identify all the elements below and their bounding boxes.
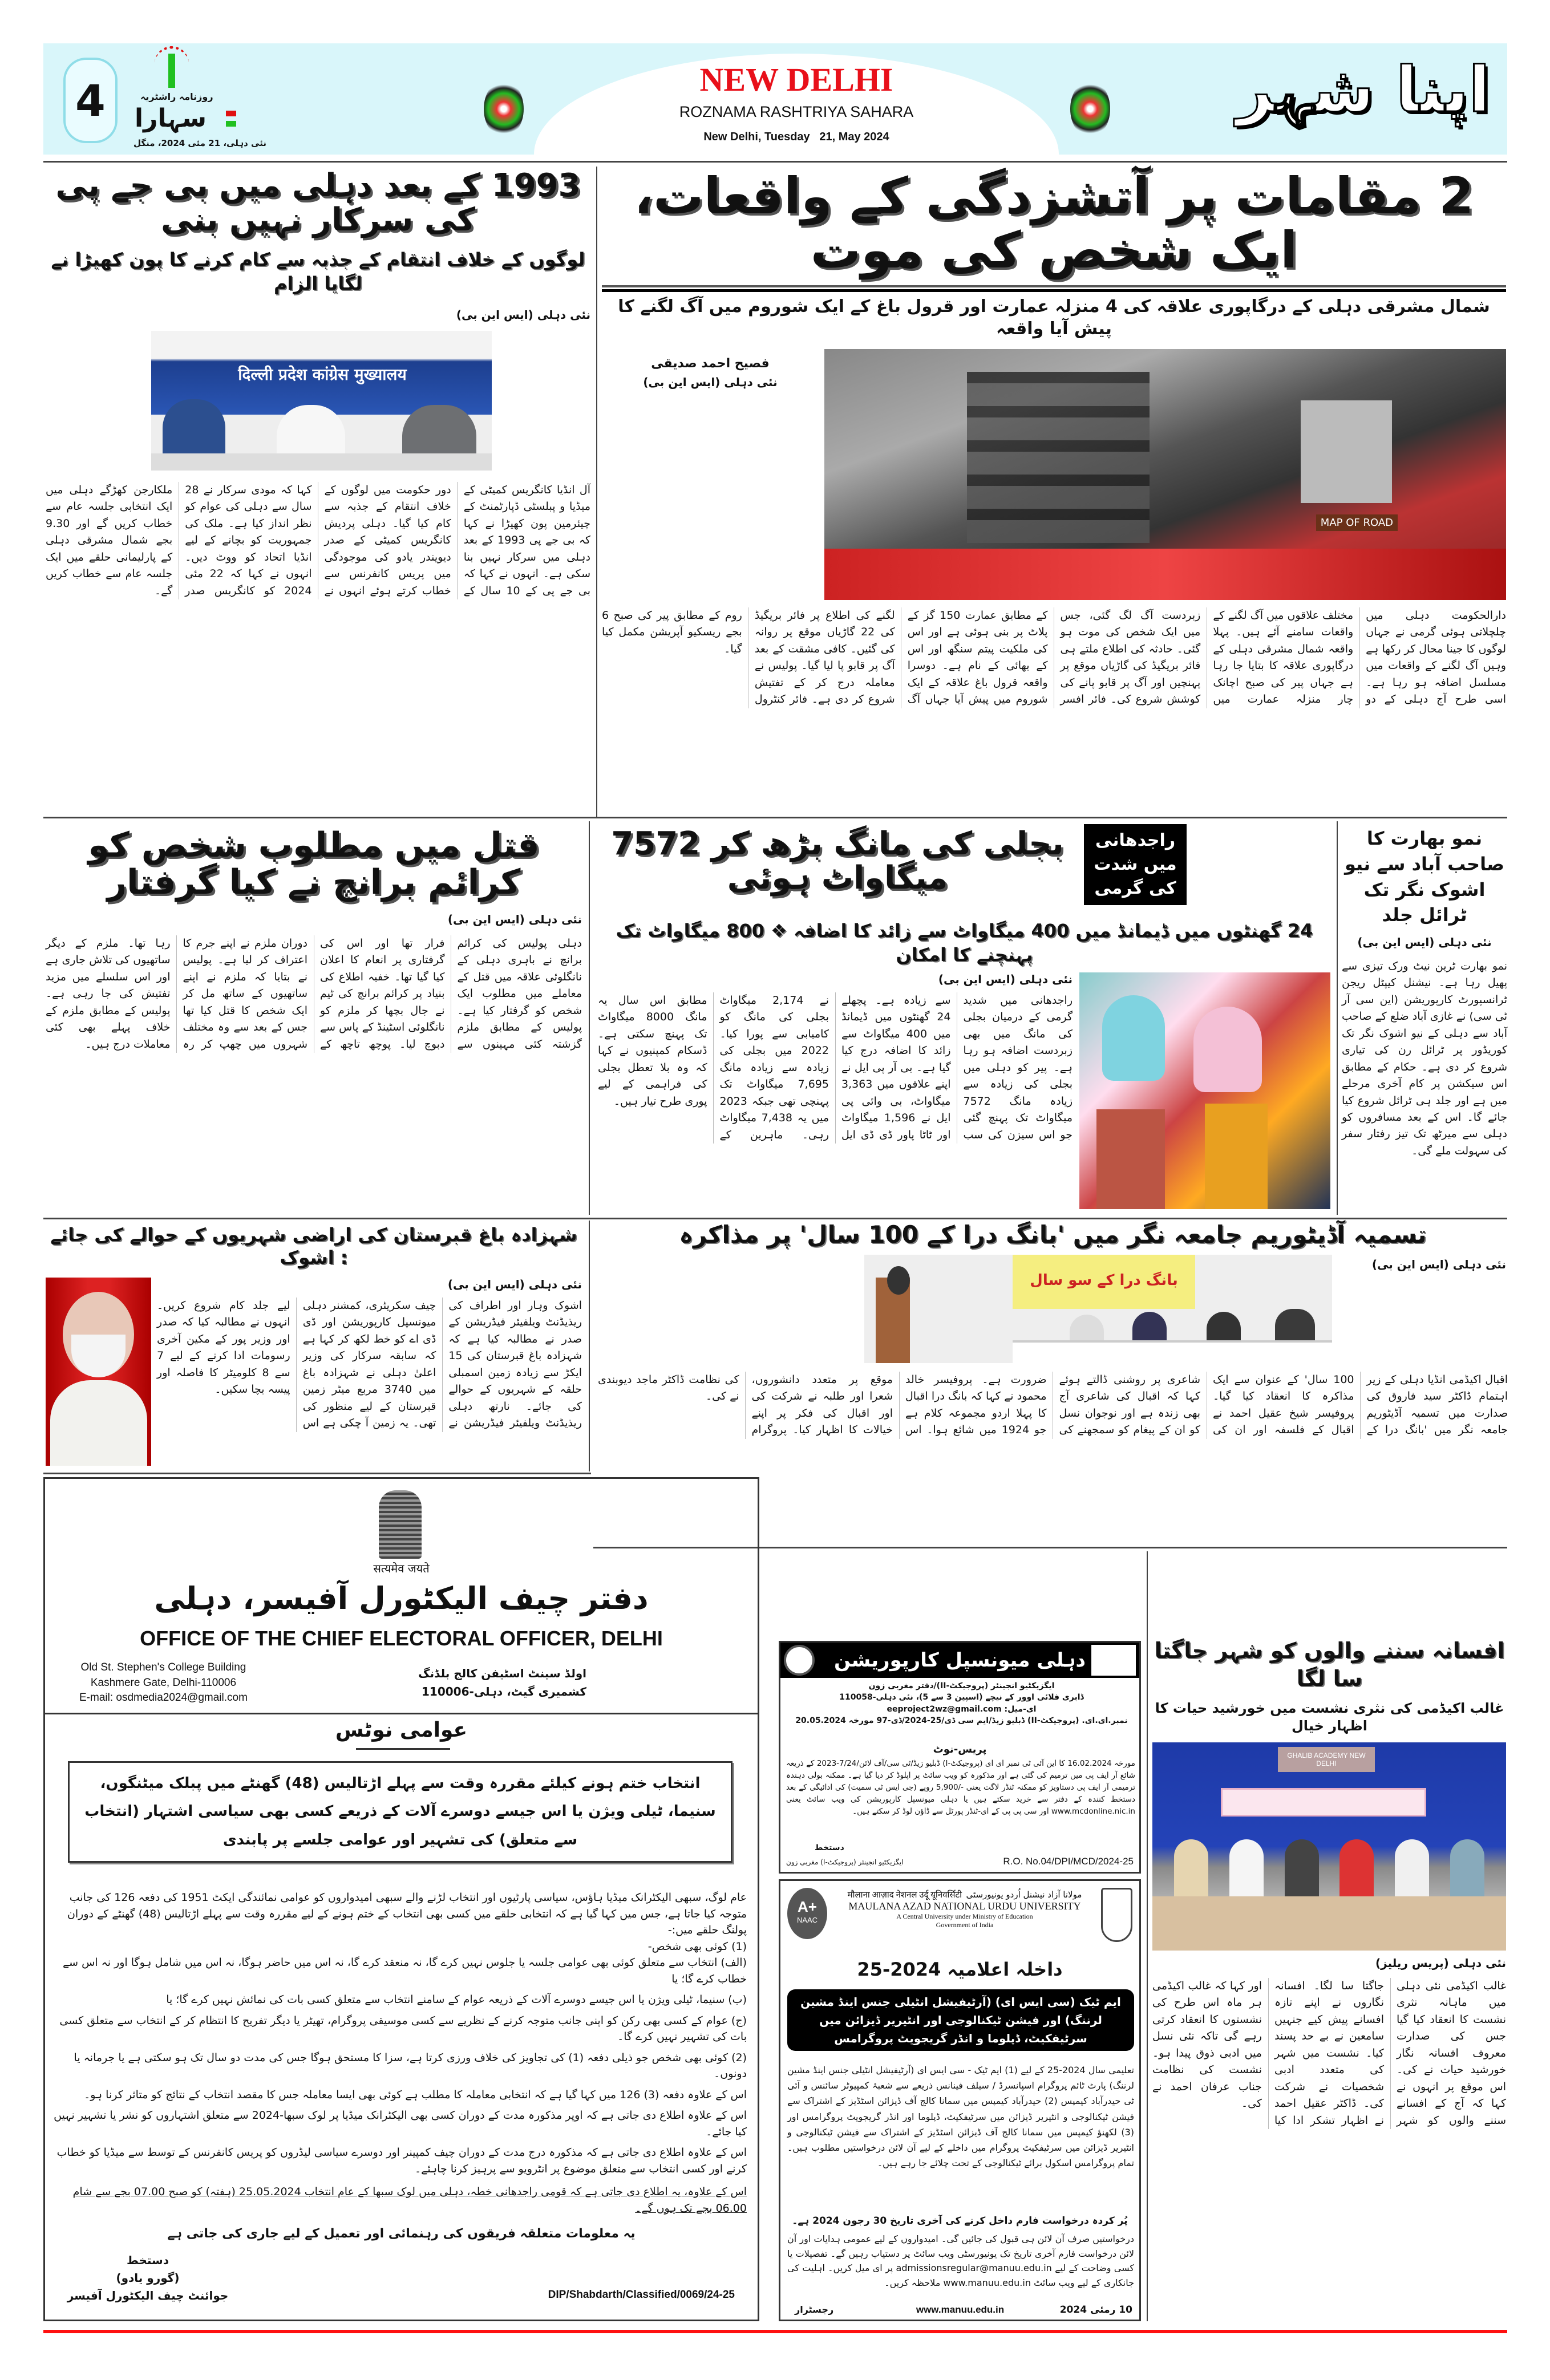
notice-paragraphs: عام لوگ، سبھی الیکٹرانک میڈیا ہاؤس، سیاسی پارٹیوں اور انتخاب لڑنے والے سبھی امیدواروں کو عوامی نمائندگی ایکٹ 1951 کی دفعہ 126 کی جانب متوجہ کیا جاتا ہے، جس میں کہا گیا ہے کہ انتخابی حلقے میں کسی بھی انتخاب کے ختم ہونے کے لیے مقررہ وقت سے پہلے اڑتالیس (48) گھنٹے کے دوران پولنگ حلقے میں:- (1) کوئی بھی شخص- (الف) انتخاب سے متعلق کوئی بھی عوامی جلسہ یا جلوس نہیں کرے گا، نہ منعقد کرے گا، نہ اس میں حاضر ہوگا، نہ اس میں شامل ہوگا اور نہ اس سے خطاب کرے گا؛ یا (ب) سنیما، ٹیلی ویژن یا اس جیسے دوسرے آلات کے ذریعہ عوام کے سامنے انتخاب سے متعلق کسی بات کی نمائش نہیں کرے گا؛ یا (ج) عوام کے کسی بھی رکن کو اپنی جانب متوجہ کرنے کے نظریے سے کسی موسیقی پروگرام، تھیٹر یا دیگر تفریح کا انتظام کر کے انتخاب سے متعلق کسی بات کی تشہیر نہیں کرے گا۔ (2) کوئی بھی شخص جو ذیلی دفعہ (1) کی تجاویز کی خلاف ورزی کرتا ہے، سزا کا مستحق ہوگا جس کی مدت دو سال تک ہو سکتی ہے یا جرمانہ یا دونوں۔ اس کے علاوہ دفعہ (3) 126 میں کہا گیا ہے کہ انتخابی معاملہ کا مطلب ہے کوئی بھی ایسا معاملہ جس کا مقصد انتخاب کے نتائج کو متاثر کرنا ہو۔ اس کے علاوہ اطلاع دی جاتی ہے کہ اوپر مذکورہ مدت کے دوران کسی بھی الیکٹرانک میڈیا پر لوک سبھا-2024 سے متعلق اشتہاروں کو نشر یا تشہیر نہیں کیا جائے۔ اس کے علاوہ اطلاع دی جاتی ہے کہ مذکورہ درج مدت کے دوران چیف کمپینر اور دوسرے سیاسی لیڈروں کو پریس کانفرنس کے توسط سے میڈیا کو خطاب کرنے اور کسی انتخاب سے متعلق موضوع پر انٹرویو سے پرہیز کرنا چاہئے۔ اس کے علاوہ، یہ اطلاع دی جاتی ہے کہ قومی راجدھانی خطہ، دہلی میں لوک سبھا کے عام انتخاب 25.05.2024 (ہفتہ) کو صبح 07.00 بجے سے شام 06.00 بجے تک ہوں گے۔ (54, 1891, 747, 2215)
mcd-ref: R.O. No.04/DPI/MCD/2024-25 (1003, 1856, 1134, 1867)
naac-badge: A+ NAAC (787, 1888, 827, 1939)
manuu-name-block: मौलाना आज़ाद नेशनल उर्दू यूनिवर्सिटी مولانا آزاد نیشنل اُردو یونیورسٹی MAULANA AZAD NATIONAL URDU UNIVERSITY A Central University under Ministry of Education Government of India (847, 1890, 1082, 1929)
reporter-name: فصیح احمد صدیقی (651, 356, 770, 371)
seminar-banner-text: بانگ درا کے سو سال (1030, 1272, 1178, 1289)
electoral-notice-ad (43, 1477, 759, 2321)
shahzada-dateline: نئی دہلی (ایس این بی) (447, 1278, 582, 1291)
seminar-photo (864, 1255, 1332, 1363)
mcd-logo (784, 1645, 815, 1676)
rule (43, 1473, 591, 1474)
afsana-dateline: نئی دہلی (پریس ریلیز) (1375, 1956, 1506, 1970)
mcd-header (780, 1643, 1139, 1678)
public-notice-title: عوامی نوٹس (335, 1718, 468, 1742)
section-title: اپنا شہر (1236, 53, 1490, 126)
afsana-body: غالب اکیڈمی نئی دہلی میں ماہانہ نثری نشست کا انعقاد کیا گیا جس کی صدارت معروف افسانہ نگار خورشید حیات نے کی۔ اس موقع پر انہوں نے کہا کہ آج کے افسانے سننے والوں کو شہر جاگتا سا لگا۔ افسانہ نگاروں نے اپنے تازہ افسانے پیش کیے جنہیں سامعین نے بے حد پسند کیا۔ نشست میں شہر کی متعدد ادبی شخصیات نے شرکت کی۔ ڈاکٹر عقیل احمد نے اظہار تشکر ادا کیا اور کہا کہ غالب اکیڈمی ہر ماہ اس طرح کی نشستوں کا انعقاد کرتی رہے گی تاکہ نئی نسل میں ادبی ذوق پیدا ہو۔ نشست کی نظامت جناب عرفان احمد نے کی۔ (1152, 1980, 1506, 2127)
paper-logo-text: سہارا (135, 104, 207, 133)
swachh-bharat-logo (1091, 1645, 1136, 1676)
power-tag: راجدھانی میں شدت کی گرمی (1084, 824, 1187, 905)
banner-text: दिल्ली प्रदेश कांग्रेस मुख्यालय (238, 365, 407, 384)
fire-body: دارالحکومت دہلی میں چلچلاتی ہوئی گرمی نے جہاں لوگوں کا جینا محال کر رکھا ہے وہیں آگ لگنے کے واقعات میں مسلسل اضافہ ہو رہا ہے۔ اسی طرح آج دہلی کے دو مختلف علاقوں میں آگ لگنے کے واقعات سامنے آئے ہیں۔ پہلا واقعہ شمال مشرقی دہلی کے درگاپوری علاقہ کا بتایا جا رہا ہے جہاں پیر کی صبح اچانک چار منزلہ عمارت میں زبردست آگ لگ گئی، جس میں ایک شخص کی موت ہو گئی۔ حادثہ کی اطلاع ملتے ہی فائر بریگیڈ کی گاڑیاں موقع پر پہنچیں اور آگ پر قابو پانے کی کوشش شروع کی۔ فائر افسر کے مطابق عمارت 150 گز کے پلاٹ پر بنی ہوئی ہے اور اس کی ملکیت پیتم سنگھ اور اس کے بھائی کے نام ہے۔ دوسرا واقعہ قرول باغ علاقہ کے ایک شوروم میں پیش آیا جہاں آگ لگنے کی اطلاع پر فائر بریگیڈ کی 22 گاڑیاں موقع پر روانہ کی گئیں۔ کافی مشقت کے بعد آگ پر قابو پا لیا گیا۔ پولیس نے معاملہ درج کر کے تفتیش شروع کر دی ہے۔ فائر کنٹرول روم کے مطابق پیر کی صبح 6 بجے ریسکیو آپریشن مکمل کیا گیا۔ (602, 609, 1506, 706)
column-rule (596, 167, 597, 817)
sunburst-left-icon (484, 80, 524, 137)
dateline: نئی دہلی (ایس این بی) (643, 375, 778, 389)
murder-dateline: نئی دہلی (ایس این بی) (447, 913, 582, 926)
admission-body: تعلیمی سال 2024-25 کے لیے (1) ایم ٹیک - سی ایس ای (آرٹیفیشل انٹیلی جنس اینڈ مشین لرننگ) پارٹ ٹائم پروگرام اسپانسرڈ / سیلف فینانس ذریعے سے شعبۂ کمپیوٹر سائنس و آئی ٹی حیدرآباد کیمپس (2) حیدرآباد کیمپس میں سمانا کالج آف ڈیزائن اسٹڈیز کے اشتراک سے فیشن ٹیکنالوجی و انٹیریر ڈیزائن میں سرٹیفکیٹ، ڈپلوما اور انڈر گریجویٹ پروگرامس اور (3) لکھنؤ کیمپس میں سمانا کالج آف ڈیزائن اسٹڈیز کے اشتراک سے فیشن ٹیکنالوجی و انٹیریر ڈیزائن میں سرٹیفکیٹ پروگرام میں داخلے کے لیے آن لائن درخواستیں مطلوب ہیں۔ تمام پروگرامس اسکول برائے ٹیکنالوجی کے تحت چلائے جا رہے ہیں۔ (787, 2065, 1135, 2169)
logo-green-flag (226, 121, 236, 127)
ashoka-emblem (379, 1490, 422, 1559)
column-rule (1337, 821, 1338, 1215)
power-headline: بجلی کی مانگ بڑھ کر 7572 میگاواٹ ہوئی (611, 825, 1064, 897)
rule (43, 817, 1507, 818)
afsana-subhead: غالب اکیڈمی کی نثری نشست میں خورشید حیات کا اظہار خیال (1155, 1700, 1504, 1734)
programs-banner: ایم ٹیک (سی ایس ای) (آرٹیفیشل انٹیلی جنس اینڈ مشین لرننگ) اور فیشن ٹیکنالوجی اور انٹیریر ڈیزائن میں سرٹیفکیٹ، ڈپلوما و انڈر گریجویٹ پروگرامس (787, 1989, 1134, 2051)
mcd-ad (779, 1641, 1141, 1874)
bjp-dateline: نئی دہلی (ایس این بی) (456, 308, 590, 322)
manuu-admission-ad (779, 1879, 1141, 2321)
academy-sign: GHALIB ACADEMY NEW DELHI (1278, 1747, 1375, 1772)
heatwave-photo (1079, 972, 1330, 1209)
fire-photo (824, 349, 1506, 600)
sunburst-right-icon (1070, 80, 1110, 137)
address-urdu: اولڈ سینٹ اسٹیفن کالج بلڈنگ کشمیری گیٹ، دہلی-110006 (418, 1667, 586, 1698)
fire-subhead: شمال مشرقی دہلی کے درگاپوری علاقہ کی 4 منزلہ عمارت اور قرول باغ کے ایک شوروم میں آگ لگنے کا پیش آیا واقعہ (618, 297, 1490, 339)
page-number: 4 (75, 75, 106, 126)
electoral-title-urdu: دفتر چیف الیکٹورل آفیسر، دہلی (154, 1580, 649, 1616)
shahzada-body: اشوک وہار اور اطراف کی ریذیڈنٹ ویلفیئر فیڈریشن کے صدر نے مطالبہ کیا ہے کہ شہزادہ باغ قبرستان کی 15 ایکڑ سے زیادہ زمین اسمبلی حلقہ کے شہریوں کے حوالے کی جائے۔ نارتھ دہلی ریذیڈنٹ ویلفیئر فیڈریشن نے چیف سکریٹری، کمشنر دہلی میونسپل کارپوریشن اور ڈی ڈی اے کو خط لکھ کر کہا ہے کہ سابقہ سرکار کی وزیر اعلیٰ دہلی نے شہزادہ باغ میں 3740 مربع میٹر زمین قبرستان کے لیے منظور کی تھی۔ یہ زمین آ چکی ہے اس لیے جلد کام شروع کریں۔ انہوں نے مطالبہ کیا کہ صدر اور وزیر پور کے مکین آخری رسومات ادا کرنے کے لیے 7 سے 8 کلومیٹر کا فاصلہ اور پیسہ بچا سکیں۔ (157, 1299, 582, 1430)
notice-ref: DIP/Shabdarth/Classified/0069/24-25 (548, 2289, 735, 2301)
bjp-headline: 1993 کے بعد دہلی میں بی جے پی کی سرکار نہیں بنی (55, 167, 581, 239)
notice-closing: یہ معلومات متعلقہ فریقوں کی رہنمائی اور تعمیل کے لیے جاری کی جاتی ہے (167, 2227, 636, 2241)
paper-logo-small: روزنامہ راشٹریہ (140, 91, 213, 102)
fire-byline-column (602, 356, 819, 389)
power-body: راجدھانی میں شدید گرمی کے درمیان بجلی کی مانگ میں بھی زبردست اضافہ ہو رہا ہے۔ پیر کو دہلی میں بجلی کی زیادہ سے زیادہ مانگ 7572 میگاواٹ تک پہنچ گئی جو اس سیزن کی سب سے زیادہ ہے۔ پچھلے 24 گھنٹوں میں ڈیمانڈ میں 400 میگاواٹ سے زائد کا اضافہ درج کیا گیا ہے۔ بی آر پی ایل نے اپنے علاقوں میں 3,363 میگاواٹ، بی وائی پی ایل نے 1,596 میگاواٹ اور ٹاٹا پاور ڈی ڈی ایل نے 2,174 میگاواٹ بجلی کی مانگ کو کامیابی سے پورا کیا۔ 2022 میں بجلی کی زیادہ سے زیادہ مانگ 7,695 میگاواٹ تک پہنچی تھی جبکہ 2023 میں یہ 7,438 میگاواٹ رہی۔ ماہرین کے مطابق اس سال یہ مانگ 8000 میگاواٹ تک پہنچ سکتی ہے۔ ڈسکام کمپنیوں نے کہا کہ وہ بلا تعطل بجلی کی فراہمی کے لیے پوری طرح تیار ہیں۔ (598, 994, 1073, 1141)
murder-headline: قتل میں مطلوب شخص کو کرائم برانچ نے کیا گرفتار (88, 825, 540, 902)
rule (43, 1218, 1507, 1219)
bjp-press-conference-photo (151, 331, 492, 471)
column-rule (589, 821, 590, 1215)
press-note-title: پریس-نوٹ (933, 1744, 987, 1755)
rule (43, 161, 1507, 163)
admission-deadline: پُر کردہ درخواست فارم داخل کرنے کی آخری تاریخ 30 رجون 2024 ہے۔ (792, 2215, 1128, 2227)
rrts-headline: نمو بھارت کا صاحب آباد سے نیو اشوک نگر تک ٹرائل جلد (1344, 828, 1505, 926)
anniversary-numeral (168, 54, 175, 88)
mcd-title: دہلی میونسپل کارپوریشن (834, 1649, 1086, 1672)
paper-logo (129, 43, 266, 155)
page-number-badge (63, 58, 118, 143)
issue-date: New Delhi, Tuesday 21, May 2024 (703, 131, 889, 143)
masthead (43, 43, 1507, 155)
auditorium-headline: تسمیہ آڈیٹوریم جامعہ نگر میں 'بانگ درا کے 100 سال' پر مذاکرہ (679, 1221, 1427, 1248)
manuu-website-link[interactable]: www.manuu.edu.in (916, 2304, 1005, 2315)
urdu-date: نئی دہلی، 21 مئی 2024، منگل (133, 138, 266, 148)
mcd-body: مورخہ 16.02.2024 کا این آئی ٹی نمبر ای ای (پروجیکٹ-I) ڈبلیو زیڈ/ٹی سی/آف لائن/7/24-2023 کے ذریعہ شائع آر ایف پی میں ترمیم کی گئی ہے اور مذکورہ کو ویب سائٹ پر اپلوڈ کر دیا گیا ہے۔ ممکنہ بولی دہندہ ترمیمی آر ایف پی دستاویز کو ممکنہ ٹنڈر لاگت یعنی -/5,900 روپے (جی ایس ٹی سمیت) کی ادائیگی کے بعد دستخط کنندہ کے دفتر سے خرید سکتے ہیں یا دہلی میونسپل کارپوریشن کی ویب سائٹ یعنی www.mcdonline.nic.in اور سی پی پی کے ای-ٹنڈر پورٹل سے ڈاؤن لوڈ کر سکتے ہیں۔ (786, 1759, 1135, 1816)
notice-boxed-text: انتخاب ختم ہونے کیلئے مقررہ وقت سے پہلے اڑتالیس (48) گھنٹے میں پبلک میٹنگوں، سنیما، ٹیلی ویژن یا اس جیسے دوسرے آلات کے ذریعے کسی بھی سیاسی اشتہار (انتخاب سے متعلق) کی تشہیر اور عوامی جلسے پر پابندی (68, 1761, 732, 1863)
double-rule (602, 285, 1506, 292)
logo-red-flag (226, 111, 236, 116)
emblem-motto: सत्यमेव जयते (373, 1562, 430, 1575)
city-title: NEW DELHI (699, 61, 893, 98)
murder-body: دہلی پولیس کی کرائم برانچ نے باہری دہلی کے نانگلوئی علاقہ میں قتل کے معاملے میں مطلوب ایک شخص کو گرفتار کیا ہے۔ پولیس کے مطابق ملزم گزشتہ کئی مہینوں سے فرار تھا اور اس کی گرفتاری پر انعام کا اعلان کیا گیا تھا۔ خفیہ اطلاع کی بنیاد پر کرائم برانچ کی ٹیم نے جال بچھا کر ملزم کو نانگلوئی اسٹینڈ کے پاس سے دبوچ لیا۔ پوچھ تاچھ کے دوران ملزم نے اپنے جرم کا اعتراف کر لیا ہے۔ پولیس نے بتایا کہ ملزم نے اپنے ساتھیوں کے ساتھ مل کر ایک شخص کا قتل کیا تھا جس کے بعد سے وہ مختلف شہروں میں چھپ کر رہ رہا تھا۔ ملزم کے دیگر ساتھیوں کی تلاش جاری ہے اور اس سلسلے میں مزید تفتیش کی جا رہی ہے۔ پولیس کے مطابق ملزم کے خلاف پہلے بھی کئی معاملات درج ہیں۔ (46, 937, 582, 1051)
manuu-logo (1101, 1888, 1132, 1942)
auditorium-dateline: نئی دہلی (ایس این بی) (1371, 1258, 1506, 1271)
photo-sign: MAP OF ROAD (1316, 514, 1398, 531)
column-rule (589, 1221, 590, 1471)
paper-name: ROZNAMA RASHTRIYA SAHARA (679, 103, 914, 120)
portrait-photo (46, 1278, 151, 1466)
rule (45, 1713, 758, 1714)
rrts-dateline: نئی دہلی (ایس این بی) (1357, 935, 1492, 949)
signature-block: دستخط (گورو یادو) جوائنٹ چیف الیکٹورل آفیسر (67, 2253, 229, 2302)
admission-title: داخلہ اعلامیہ 2024-25 (857, 1959, 1063, 1980)
bjp-subhead: لوگوں کے خلاف انتقام کے جذبہ سے کام کرنے کا پون کھیڑا نے لگایا الزام (51, 249, 585, 294)
power-dateline: نئی دہلی (ایس این بی) (938, 972, 1073, 986)
bottom-red-rule (43, 2330, 1507, 2333)
power-subhead: 24 گھنٹوں میں ڈیمانڈ میں 400 میگاواٹ سے زائد کا اضافہ ❖ 800 میگاواٹ تک پہنچنے کا امکان (616, 920, 1313, 966)
admission-body-2: درخواستیں صرف آن لائن ہی قبول کی جائیں گی۔ امیدواروں کے لیے عمومی ہدایات اور آن لائن درخواست فارم آخری تاریخ تک یونیورسٹی ویب سائٹ پر دستیاب رہیں گے۔ تفصیلات یا کسی وضاحت کے لیے admissionsregular@manuu.edu.in پر ای میل کریں۔ اہلیت کی جانکاری کے لیے ویب سائٹ www.manuu.edu.in ملاحظہ کریں۔ (787, 2233, 1135, 2288)
fire-headline: 2 مقامات پر آتشزدگی کے واقعات، ایک شخص کی موت (634, 167, 1474, 280)
title-underline (356, 1748, 450, 1750)
registrar: رجسٹرار (795, 2304, 834, 2315)
bjp-body: آل انڈیا کانگریس کمیٹی کے میڈیا و پبلسٹی ڈپارٹمنٹ کے چیئرمین پون کھیڑا نے کہا کہ بی جے پی 1993 کے بعد دہلی میں سرکار نہیں بنا سکی ہے۔ انہوں نے کہا کہ بی جے پی کے 10 سال کے دور حکومت میں لوگوں کے خلاف انتقام کے جذبہ سے کام کیا گیا۔ دہلی پردیش کانگریس کمیٹی کے صدر دیویندر یادو کی موجودگی میں پریس کانفرنس سے خطاب کرتے ہوئے انہوں نے کہا کہ مودی سرکار نے 28 سال سے دہلی کی عوام کو نظر انداز کیا ہے۔ ملک کی جمہوریت کو بچانے کے لیے انڈیا اتحاد کو ووٹ دیں۔ انہوں نے کہا کہ 22 مئی 2024 کو کانگریس صدر ملکارجن کھڑگے دہلی میں ایک انتخابی جلسہ عام سے خطاب کریں گے اور 9.30 بجے شمال مشرقی دہلی کے پارلیمانی حلقے میں ایک جلسہ عام سے خطاب کریں گے۔ (46, 484, 590, 597)
shahzada-bagh-headline: شہزادہ باغ قبرستان کی اراضی شہریوں کے حوالے کی جائے : اشوک (50, 1224, 577, 1268)
rrts-body: نمو بھارت ٹرین نیٹ ورک تیزی سے پھیل رہا ہے۔ نیشنل کیپٹل ریجن ٹرانسپورٹ کارپوریشن (این سی آر ٹی سی) نے غازی آباد ضلع کے صاحب آباد سے دہلی کے نیو اشوک نگر تک کوریڈور پر ٹرائل رن کی تیاری شروع کر دی ہے۔ حکام کے مطابق اس سیکشن پر کام آخری مرحلے میں ہے اور جلد ہی ٹرائل شروع کیا جائے گا۔ اس کے بعد مسافروں کو دہلی سے میرٹھ تک تیز رفتار سفر کی سہولت ملے گی۔ (1342, 960, 1507, 1157)
mcd-sign: دستخط (815, 1843, 844, 1852)
admission-date: 10 رمئی 2024 (1059, 2304, 1132, 2316)
auditorium-body: اقبال اکیڈمی انڈیا دہلی کے زیر اہتمام ڈاکٹر سید فاروق کی صدارت میں تسمیہ آڈیٹوریم جامعہ نگر میں 'بانگ درا کے 100 سال' کے عنوان سے ایک مذاکرہ کا انعقاد کیا گیا۔ پروفیسر شیخ عقیل احمد نے اقبال کے فلسفہ اور ان کی شاعری پر روشنی ڈالتے ہوئے کہا کہ اقبال کی شاعری آج بھی زندہ ہے اور نوجوان نسل کو ان کے پیغام کو سمجھنے کی ضرورت ہے۔ پروفیسر خالد محمود نے کہا کہ بانگ درا اقبال کا پہلا اردو مجموعہ کلام ہے جو 1924 میں شائع ہوا۔ اس موقع پر متعدد دانشوروں، شعرا اور طلبہ نے شرکت کی اور اقبال کی فکر پر اپنے خیالات کا اظہار کیا۔ پروگرام کی نظامت ڈاکٹر ماجد دیوبندی نے کی۔ (598, 1373, 1508, 1437)
ghalib-academy-photo (1152, 1742, 1506, 1951)
afsana-headline: افسانہ سننے والوں کو شہر جاگتا سا لگا (1154, 1638, 1505, 1692)
electoral-title-en: OFFICE OF THE CHIEF ELECTORAL OFFICER, DELHI (140, 1627, 663, 1650)
mcd-signer: ایگزیکٹیو انجینئر (پروجیکٹ-I) مغربی زون (786, 1858, 904, 1866)
mcd-address: ایگزیکٹیو انجینئر (پروجیکٹ-II)/دفتر مغربی زون ڈابری فلائی اوور کے نیچے (اسپین 3 سے 5)، نئی دہلی-110058 ای-میل: eeproject2wz@gmail.com نمبر.ای.ای. (پروجیکٹ-II) ڈبلیو زیڈ/ایم سی ڈی/25-2024/ڈی-97 مورخہ 20.05.2024 (795, 1681, 1128, 1725)
column-rule (1147, 1551, 1148, 2321)
address-en: Old St. Stephen's College Building Kashmere Gate, Delhi-110006 E-mail: osdmedia2024@gmail.com (79, 1661, 248, 1704)
